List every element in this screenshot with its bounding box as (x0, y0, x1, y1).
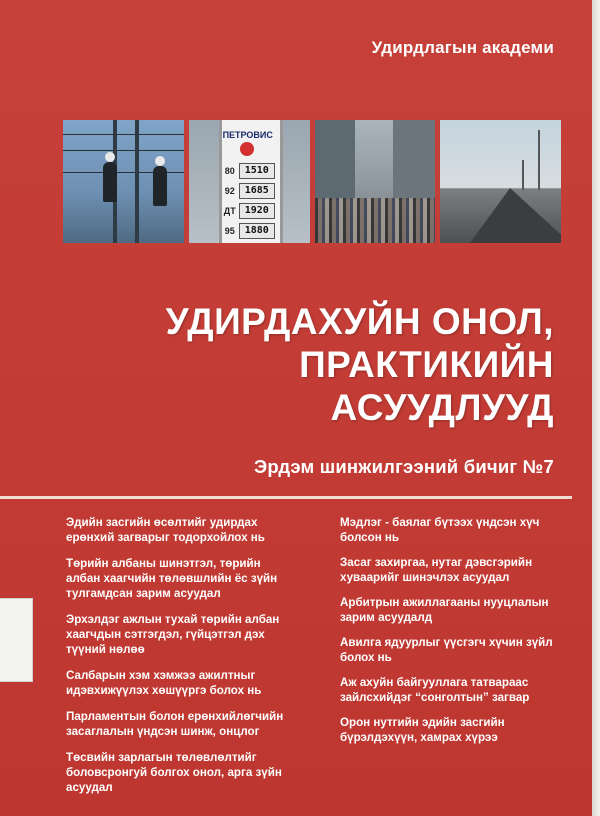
fuel-price: 1685 (239, 183, 275, 199)
photo-crowd-square (315, 120, 436, 243)
price-row (221, 162, 279, 180)
contents-line: Парламентын болон ерөнхийлөгчийн (66, 710, 284, 723)
fuel-brand-logo (240, 142, 254, 156)
book-subtitle: Эрдэм шинжилгээний бичиг №7 (253, 456, 554, 477)
contents-line: Мэдлэг - баялаг бүтээх үндсэн хүч (340, 516, 540, 529)
contents-line: боловсронгуй болгох онол, арга зүйн (66, 766, 282, 779)
fuel-grade: 95 (224, 226, 235, 236)
contents-line: болсон нь (340, 531, 400, 544)
contents-line: Эрхэлдэг ажлын тухай төрийн албан (66, 613, 280, 626)
crowd (315, 198, 436, 243)
contents-item (66, 612, 328, 657)
price-row (221, 182, 279, 200)
contents-line: хаагчдын сэтгэгдэл, гүйцэтгэл дэх (66, 628, 265, 641)
publisher-name: Удирдлагын академи (371, 38, 554, 57)
contents-item (66, 556, 328, 601)
worker-figure (103, 162, 117, 202)
contents-line: бүрэлдэхүүн, хамрах хүрээ (340, 731, 498, 744)
title-line: АСУУДЛУУД (330, 387, 554, 428)
contents-line: зайлсхийдэг “сонголтын” загвар (340, 691, 530, 704)
contents-line: ерөнхий загварыг тодорхойлох нь (66, 531, 265, 544)
building (315, 120, 355, 200)
power-wire (63, 150, 184, 151)
contents-line: зарим асуудалд (340, 611, 433, 624)
worker-helmet (155, 156, 165, 166)
photo-highway (440, 120, 561, 243)
contents-item (66, 709, 328, 739)
divider-line (0, 496, 572, 499)
contents-line: хувaарийг шинэчлэх асуудал (340, 571, 510, 584)
price-row (221, 222, 279, 240)
street-lamp (538, 130, 540, 190)
contents-line: болох нь (340, 651, 392, 664)
contents-line: Орон нутгийн эдийн засгийн (340, 716, 505, 729)
contents-line: засаглалын үндсэн шинж, онцлог (66, 725, 260, 738)
contents-line: асуудал (66, 781, 113, 794)
fuel-grade: 80 (224, 166, 235, 176)
title-line: УДИРДАХУЙН ОНОЛ, (165, 301, 554, 342)
utility-pole (135, 120, 139, 243)
fuel-grade: 92 (224, 186, 235, 196)
contents-line: Төсвийн зарлагын төлөвлөлтийг (66, 751, 257, 764)
worker-helmet (105, 152, 115, 162)
contents-line: Төрийн албаны шинэтгэл, төрийн (66, 557, 261, 570)
contents-item (340, 715, 585, 745)
contents-item (66, 515, 328, 545)
photo-linemen (63, 120, 184, 243)
contents-line: идэвхижүүлэх хөшүүргэ болох нь (66, 684, 262, 697)
street-lamp (522, 160, 524, 190)
photo-strip (63, 120, 561, 243)
fuel-price: 1510 (239, 163, 275, 179)
title-line: ПРАКТИКИЙН (299, 344, 554, 385)
building (393, 120, 436, 200)
fuel-grade: ДТ (223, 206, 236, 216)
contents-item (340, 675, 585, 705)
contents-item (66, 750, 328, 795)
contents-line: Эдийн засгийн өсөлтийг удирдах (66, 516, 258, 529)
contents-right-column (340, 515, 585, 755)
library-sticker (0, 598, 33, 682)
contents-line: түүний нөлөө (66, 643, 145, 656)
contents-item (340, 595, 585, 625)
price-row (221, 202, 279, 220)
road (470, 188, 561, 243)
power-wire (63, 134, 184, 135)
fuel-price: 1920 (239, 203, 275, 219)
contents-item (340, 555, 585, 585)
contents-item (340, 515, 585, 545)
worker-figure (153, 166, 167, 206)
fuel-price: 1880 (239, 223, 275, 239)
contents-line: Аж ахуйн байгууллага татвараас (340, 676, 529, 689)
contents-line: тулгамдсан зарим асуудал (66, 587, 221, 600)
contents-line: Арбитрын ажиллагааны нууцлалын (340, 596, 549, 609)
contents-item (340, 635, 585, 665)
contents-line: албан хаагчийн төлөвшлийн ёс зүйн (66, 572, 278, 585)
book-title (0, 300, 554, 429)
contents-line: Засаг захиргаа, нутаг дэвсгэрийн (340, 556, 533, 569)
contents-line: Авилга ядуурлыг үүсгэгч хүчин зүйл (340, 636, 553, 649)
fuel-brand: ПЕТРОВИС (222, 130, 273, 140)
contents-left-column (66, 515, 328, 806)
page-edge (592, 0, 600, 816)
photo-fuel-price-board (189, 120, 310, 243)
contents-line: Салбарын хэм хэмжээ ажилтныг (66, 669, 256, 682)
contents-item (66, 668, 328, 698)
